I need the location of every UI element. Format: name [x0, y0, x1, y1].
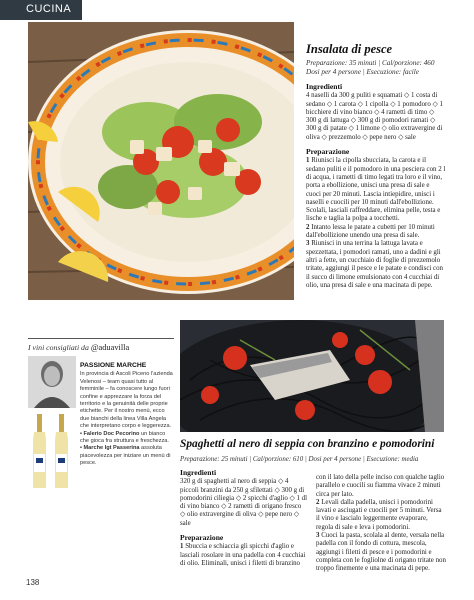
- recipe2-step-2: 2 Levali dalla padella, unisci i pomodorini lavati e asciugati e cuocili per 5 minuti. Versa il vino e lascialo leggermente evaporare, regola di sale e leva i pomodorini.: [316, 498, 442, 531]
- recipe2-meta: Preparazione: 25 minuti | Cal/porzione: 610 | Dosi per 4 persone | Esecuzione: media: [180, 456, 419, 463]
- recipe1-step-1: 1 Riunisci la cipolla sbucciata, la carota e il sedano puliti e il pomodoro in una pesciera con 2 l di acqua, i rametti di timo legati tra loro e il vino, porta a ebollizione, unisci una presa di sale e cuoci per 20 minuti. Lascia intiepidire, unisci i naselli e cuocili per 10 minuti dall'ebollizione. Scolali, lasciali raffreddare, elimina pelle, testa e lische e taglia la polpa a tocchetti.: [306, 157, 446, 223]
- recipe2-left-column: [180, 466, 308, 568]
- sidebar-title: PASSIONE MARCHE: [80, 362, 147, 369]
- sidebar-wine-2: • Marche Igt Passerina assoluta piacevolezza per iniziare un menù di pesce.: [80, 445, 171, 467]
- recipe2-right-column: [316, 474, 446, 574]
- recipe2-step-1: 1 Sbuccia e schiaccia gli spicchi d'aglio e lasciali rosolare in una padella con 4 cucchiai di olio. Eliminali, unisci i filetti di branzino: [180, 543, 306, 567]
- sidebar-body: In provincia di Ascoli Piceno l'azienda Velenosi – team quasi tutto al femminile – fa conoscere lungo fuori confine e apprezzare la forza del territorio e la genuinità delle proprie etichette. Per il nostro menù, ecco due bianchi della linea Villa Angela che interpretano corpo e leggerezza.: [80, 371, 173, 430]
- recipe2-ingredients: 320 g di spaghetti al nero di seppia ◇ 4 piccoli branzini da 250 g sfilettati ◇ 300 g di pomodorini ciliegia ◇ 2 spicchi d'aglio ◇ 1 dl di vino bianco ◇ 2 rametti di origano fresco ◇ olio extravergine di oliva ◇ pepe nero ◇ sale: [180, 478, 308, 527]
- page-number: 138: [26, 578, 40, 587]
- salad-photo: [28, 22, 294, 300]
- sidebar-heading: I vini consigliati da @aduavilla: [28, 338, 174, 352]
- recipe1-prep-heading: Preparazione: [306, 147, 350, 157]
- recipe2-step-1-cont: con il lato della pelle inciso con qualche taglio parallelo e cuocili su fiamma vivace 2 minuti circa per lato.: [316, 474, 445, 498]
- winemaker-portrait: [28, 356, 76, 408]
- recipe2-title: Spaghetti al nero di seppia con branzino e pomodorini: [180, 438, 435, 450]
- sidebar-handle: @aduavilla: [90, 343, 130, 352]
- section-label: CUCINA: [26, 3, 72, 15]
- recipe1-ingredients-heading: Ingredienti: [306, 82, 343, 91]
- wine-bottles-image: [28, 410, 76, 490]
- wine-sidebar: [28, 338, 174, 570]
- recipe1-step-3: 3 Riunisci in una terrina la lattuga lavata e spezzettata, i pomodori ramati, uno a dadini e gli altri a fette, un cucchiaio di foglie di prezzemolo tritate, aggiungi il pesce e le patate e condisci con il succo di limone emulsionato con 4 cucchiai di olio, una presa di sale e una macinata di pepe.: [306, 240, 443, 289]
- recipe2-ingredients-heading: Ingredienti: [180, 468, 217, 477]
- recipe2-prep-heading: Preparazione: [180, 533, 224, 543]
- sidebar-text: [80, 362, 174, 468]
- pasta-photo: [180, 320, 444, 432]
- recipe1-meta-line1: Preparazione: 35 minuti | Cal/porzione: 460: [306, 59, 435, 67]
- section-tab: [0, 0, 110, 20]
- recipe1-meta-line2: Dosi per 4 persone | Esecuzione: facile: [306, 68, 419, 76]
- recipe1-step-2: 2 Intanto lessa le patate a cubetti per 10 minuti dall'ebollizione unendo una presa di sale.: [306, 223, 435, 240]
- recipe2-step-3: 3 Cuoci la pasta, scolala al dente, versala nella padella con il fondo di cottura, mescola, aggiungi i filetti di pesce e i pomodorini e completa con le fogliolne di origano tritate non troppo finemente e una macinata di pepe.: [316, 532, 446, 573]
- recipe1-block: [306, 42, 446, 290]
- recipe1-title: Insalata di pesce: [306, 42, 393, 56]
- recipe1-ingredients: 4 naselli da 300 g puliti e squamati ◇ 1 costa di sedano ◇ 1 carota ◇ 1 cipolla ◇ 1 pomodoro ◇ 1 bicchiere di vino bianco ◇ 4 rametti di timo ◇ 300 g di lattuga ◇ 300 g di pomodori ramati ◇ 300 g di patate ◇ 1 limone ◇ olio extravergine di oliva ◇ prezzemolo ◇ pepe nero ◇ sale: [306, 92, 443, 141]
- sidebar-wine-1: • Falerio Doc Pecorino un bianco che gioca fra struttura e freschezza.: [80, 430, 169, 445]
